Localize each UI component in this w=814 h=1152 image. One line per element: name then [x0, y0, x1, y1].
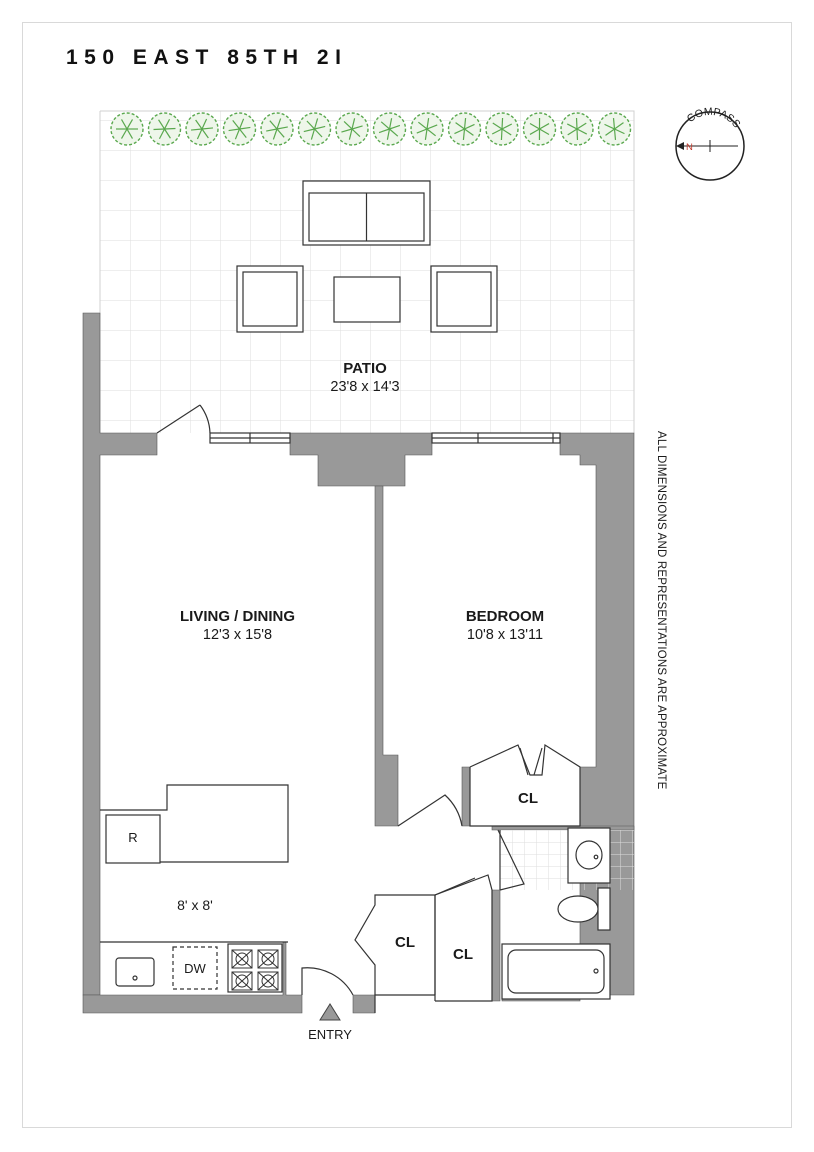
living-dining-name: LIVING / DINING — [179, 608, 295, 625]
shrub-icon — [111, 113, 143, 145]
shrub-icon — [186, 113, 218, 145]
refrigerator-label: R — [128, 830, 138, 845]
bedroom-name: BEDROOM — [465, 608, 545, 625]
disclaimer — [651, 431, 671, 841]
living-dining-dimensions: 12'3 x 15'8 — [202, 627, 273, 643]
bedroom-dimensions: 10'8 x 13'11 — [466, 627, 544, 643]
shrub-icon — [599, 113, 631, 145]
shrub-icon — [336, 113, 368, 145]
patio-table — [334, 277, 400, 322]
shrub-icon — [374, 113, 406, 145]
entry-closet-label-1: CL — [395, 934, 415, 951]
shrub-icon — [486, 113, 518, 145]
entry-label: ENTRY — [308, 1027, 352, 1042]
bedroom-closet-label: CL — [518, 790, 538, 807]
shrub-icon — [149, 113, 181, 145]
living-dining-label — [165, 608, 310, 643]
shrub-icon — [524, 113, 556, 145]
patio-sofa — [303, 181, 430, 245]
shrub-icon — [449, 113, 481, 145]
kitchen-dimensions: 8' x 8' — [177, 897, 213, 913]
shrub-icon — [299, 113, 331, 145]
patio-armchair-right — [431, 266, 497, 332]
compass-icon — [676, 106, 744, 180]
disclaimer-text: ALL DIMENSIONS AND REPRESENTATIONS ARE APPROXIMATE — [655, 431, 667, 790]
shrub-icon — [224, 113, 256, 145]
patio-dimensions: 23'8 x 14'3 — [330, 379, 400, 395]
patio-name: PATIO — [343, 360, 387, 377]
compass-north-label: N — [686, 142, 693, 153]
bedroom-label — [440, 608, 570, 643]
interior-lines — [100, 405, 634, 1013]
shrub-icon — [411, 113, 443, 145]
entry-arrow-icon — [320, 1004, 340, 1020]
patio-label — [300, 360, 430, 395]
compass-label: COMPASS — [684, 105, 743, 131]
dishwasher-label: DW — [184, 961, 206, 976]
shrub-icon — [561, 113, 593, 145]
patio-armchair-left — [237, 266, 303, 332]
entry-closet-label-2: CL — [453, 946, 473, 963]
plan-title: 150 EAST 85TH 2I — [66, 46, 348, 69]
shrub-icon — [261, 113, 293, 145]
